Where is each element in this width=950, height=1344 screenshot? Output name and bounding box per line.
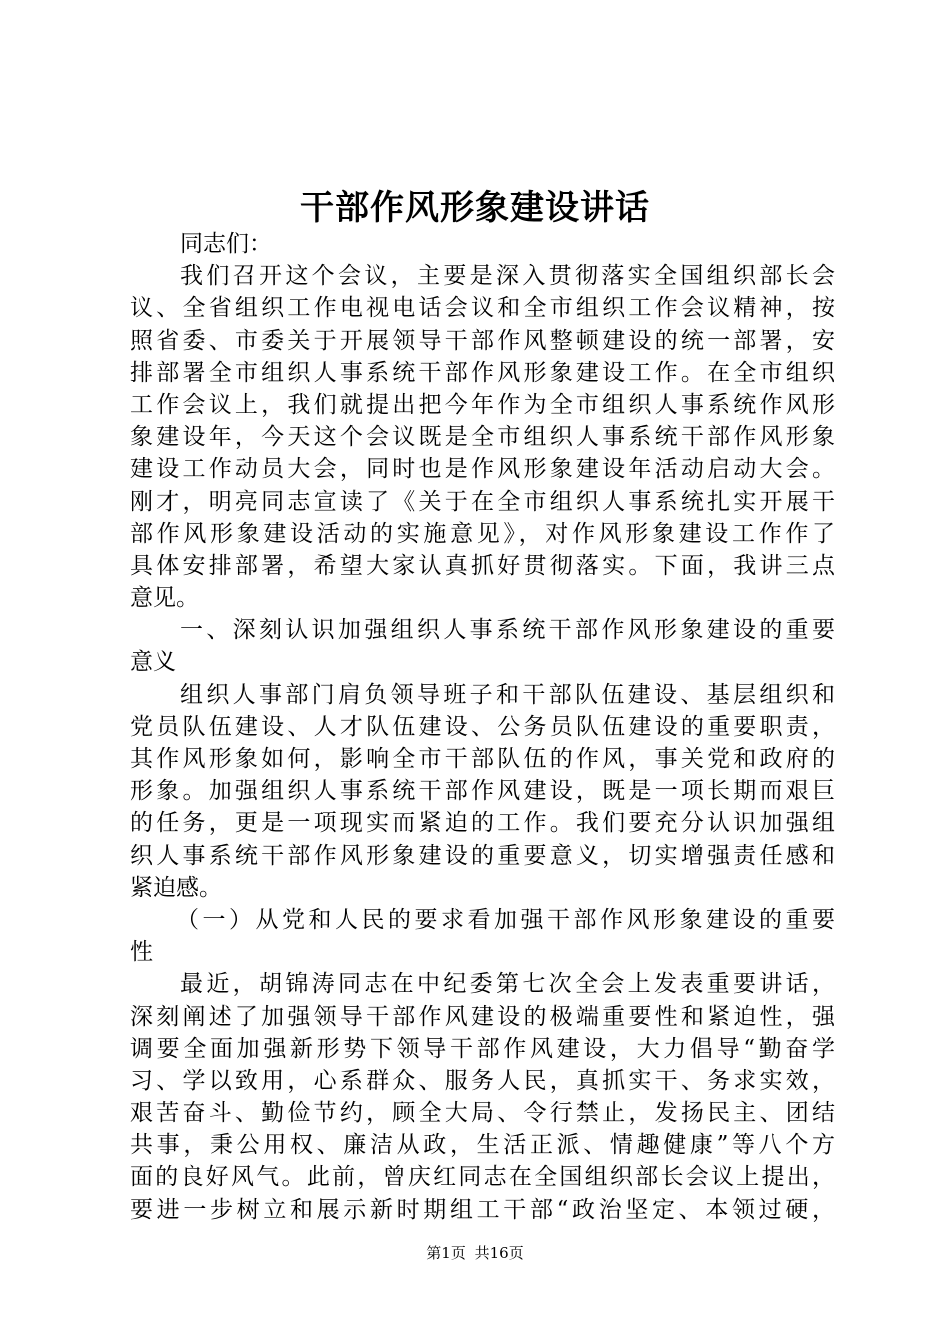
text-line: 照省委、市委关于开展领导干部作风整顿建设的统一部署，安 <box>130 327 835 354</box>
text-line: 形象。加强组织人事系统干部作风建设，既是一项长期而艰巨 <box>130 778 835 805</box>
text-line: 意见。 <box>130 585 199 612</box>
text-line: 党员队伍建设、人才队伍建设、公务员队伍建设的重要职责， <box>130 713 835 740</box>
text-line: 议、全省组织工作电视电话会议和全市组织工作会议精神，按 <box>130 295 835 322</box>
text-line: 建设工作动员大会，同时也是作风形象建设年活动启动大会。 <box>130 456 835 483</box>
text-line: 面的良好风气。此前，曾庆红同志在全国组织部长会议上提出， <box>130 1164 835 1191</box>
text-line: 一、深刻认识加强组织人事系统干部作风形象建设的重要 <box>180 617 835 644</box>
document-body <box>130 228 835 1226</box>
page-number: 第1页 <box>426 1244 466 1262</box>
document-title: 干部作风形象建设讲话 <box>300 188 650 228</box>
text-line: 习、学以致用，心系群众、服务人民，真抓实干、务求实效， <box>130 1067 835 1094</box>
text-line: 性 <box>130 939 153 966</box>
text-line: 艰苦奋斗、勤俭节约，顾全大局、令行禁止，发扬民主、团结 <box>130 1100 835 1127</box>
text-line: 要进一步树立和展示新时期组工干部“政治坚定、本领过硬， <box>130 1196 835 1223</box>
text-line: 我们召开这个会议，主要是深入贯彻落实全国组织部长会 <box>180 263 835 290</box>
page-total: 共16页 <box>474 1244 524 1262</box>
text-line: 最近，胡锦涛同志在中纪委第七次全会上发表重要讲话， <box>180 971 835 998</box>
page-footer <box>0 1243 950 1263</box>
text-line: 组织人事部门肩负领导班子和干部队伍建设、基层组织和 <box>180 681 835 708</box>
text-line: 共事，秉公用权、廉洁从政，生活正派、情趣健康”等八个方 <box>130 1132 835 1159</box>
text-line: 调要全面加强新形势下领导干部作风建设，大力倡导“勤奋学 <box>130 1035 835 1062</box>
text-line: 刚才，明亮同志宣读了《关于在全市组织人事系统扎实开展干 <box>130 488 835 515</box>
text-line: 织人事系统干部作风形象建设的重要意义，切实增强责任感和 <box>130 842 835 869</box>
text-line: （一）从党和人民的要求看加强干部作风形象建设的重要 <box>176 906 835 933</box>
text-line: 工作会议上，我们就提出把今年作为全市组织人事系统作风形 <box>130 391 835 418</box>
text-line: 象建设年，今天这个会议既是全市组织人事系统干部作风形象 <box>130 424 835 451</box>
text-line: 的任务，更是一项现实而紧迫的工作。我们要充分认识加强组 <box>130 810 835 837</box>
text-line: 同志们： <box>180 231 272 257</box>
text-line: 排部署全市组织人事系统干部作风形象建设工作。在全市组织 <box>130 359 835 386</box>
text-line: 意义 <box>130 649 176 676</box>
text-line: 部作风形象建设活动的实施意见》，对作风形象建设工作作了 <box>130 520 835 547</box>
text-line: 紧迫感。 <box>130 874 222 901</box>
text-line: 其作风形象如何，影响全市干部队伍的作风，事关党和政府的 <box>130 746 835 772</box>
text-line: 深刻阐述了加强领导干部作风建设的极端重要性和紧迫性，强 <box>130 1003 835 1030</box>
text-line: 具体安排部署，希望大家认真抓好贯彻落实。下面，我讲三点 <box>130 552 835 579</box>
